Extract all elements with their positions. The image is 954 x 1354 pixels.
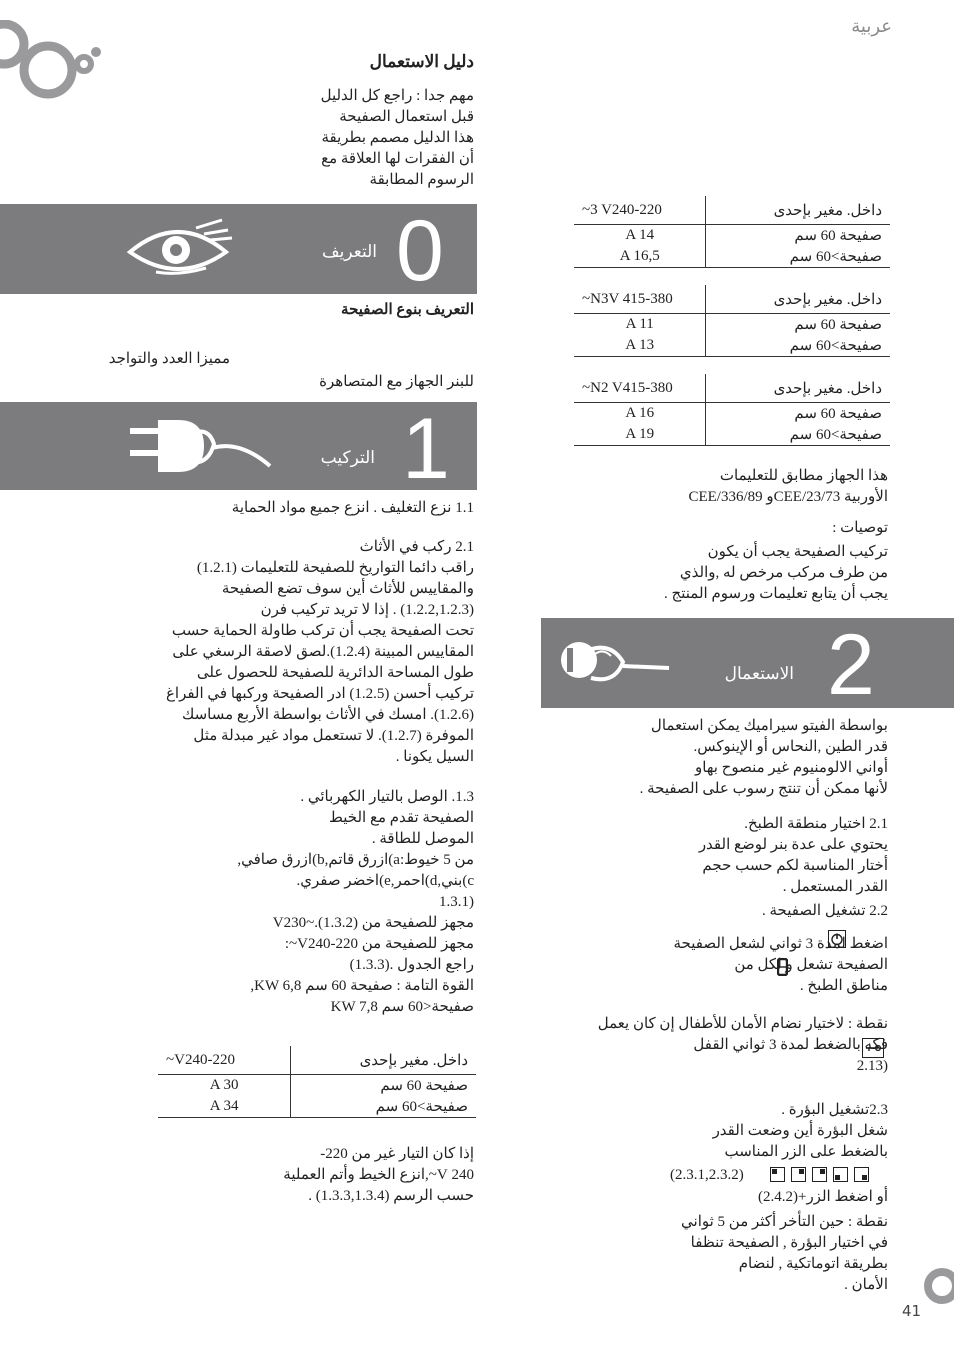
- table-cell-label: صفيحة>60 سم: [706, 335, 890, 357]
- usage-p23-plus: أو اضغط الزر+(2.4.2): [757, 1189, 888, 1205]
- table-cell-value: A 11: [625, 316, 654, 332]
- usage-intro: بواسطة الفيتو سيراميك يمكن استعمال قدر الطين ,النحاس أو الإينوكس. أواني الالومنيوم غير منصوح بهاو لأنها ممكن أن تنتج رسوب على الصفيحة .: [639, 718, 888, 797]
- table-header-value: ~3 V240-220: [574, 196, 706, 225]
- table-header-value: ~N2 V415-380: [574, 374, 706, 403]
- section-title-0: التعريف: [322, 242, 377, 261]
- section-title-1: التركيب: [320, 448, 375, 467]
- usage-p21: 2.1 اختيار منطقة الطبخ. يحتوي على عدة بنر لوضع القدر أختار المناسبة لكم حسب حجم القدر المستعمل .: [698, 816, 888, 895]
- section-band-1: [0, 401, 477, 497]
- recommend-text: تركيب الصفيحة يجب أن يكون من طرف مركب مرخص له ,والذي يجب أن يتابع تعليمات ورسوم المنتج .: [664, 544, 888, 602]
- intro-title: دليل الاستعمال: [369, 52, 474, 71]
- zone-button-icon[interactable]: [791, 1167, 806, 1182]
- usage-p23-ref: (2.3.1,2.3.2): [670, 1167, 744, 1183]
- table-cell-label: صفيحة 60 سم: [706, 403, 890, 425]
- install-other-voltage: إذا كان التيار غير من 220- 240 V~,انزع الخيط وأتم العملية حسب الرسم (1.3.3,1.3.4) .: [283, 1146, 474, 1204]
- identification-line1: مميزا العدد والتواجد: [108, 351, 230, 367]
- lock-button-icon[interactable]: [862, 1038, 884, 1058]
- zone-button-icon[interactable]: [770, 1167, 785, 1182]
- logo-circles-icon: [0, 20, 110, 110]
- usage-p23: 2.3تشغيل البؤرة . شغل البؤرة أين وضعت القدر بالضغط على الزر المناسب: [712, 1102, 888, 1160]
- section-number-1: 1: [402, 401, 450, 497]
- zone-button-icon[interactable]: [833, 1167, 848, 1182]
- table-cell-value: A 34: [158, 1096, 291, 1118]
- plug-icon: [128, 416, 278, 476]
- table-cell-label: صفيحة>60 سم: [706, 424, 890, 446]
- zone-button-icon[interactable]: [812, 1167, 827, 1182]
- table-header-label: داخل. مغير بإحدى: [706, 374, 890, 403]
- section-number-0: 0: [396, 203, 444, 299]
- table-cell-label: صفيحة 60 سم: [291, 1075, 476, 1097]
- section-band-0: [0, 203, 477, 299]
- table-cell-label: صفيحة>60 سم: [706, 246, 890, 268]
- compliance-text: هذا الجهاز مطابق للتعليمات الأوربية CEE/23/73و CEE/336/89: [688, 468, 888, 505]
- install-p11: 1.1 نزع التغليف . انزع جميع مواد الحماية: [231, 500, 474, 516]
- install-p21: 2.1 ركب في الأثاث راقب دائما التواريخ للصفيحة للتعليمات (1.2.1) والمقاييس للأثاث أين سوف تضع الصفيحة (1.2.2,1.2.3) . إذا لا تريد تركيب فرن تحت الصفيحة يجب أن تركب طاولة الحماية حسب المقاييس المبينة (1.2.4).لصق لاصقة الرسغي على طول المساحة الدائرية للصفيحة للحصول على تركيب أحسن (1.2.5) ادر الصفيحة وركبها في الفراغ (1.2.6). امسك في الأثاث بواسطة الأربع مساسك الموفرة (1.2.7). لا تستعمل مواد غير مبدلة مثل السيل يكونا .: [165, 539, 474, 765]
- table-cell-value: A 19: [574, 424, 706, 446]
- spec-table-3: [574, 374, 890, 446]
- table-cell-label: صفيحة>60 سم: [291, 1096, 476, 1118]
- left-spec-table: [158, 1046, 476, 1118]
- table-cell-label: صفيحة 60 سم: [706, 225, 890, 247]
- eye-icon: [126, 216, 236, 282]
- table-cell-value: A 14: [625, 227, 655, 243]
- table-header-value: ~V240-220: [158, 1046, 291, 1075]
- table-cell-value: A 16: [625, 405, 655, 421]
- zone-button-icon[interactable]: [854, 1167, 869, 1182]
- language-label: عربية: [851, 16, 892, 37]
- identification-heading: التعريف بنوع الصفيحة: [341, 302, 474, 318]
- section-title-2: الاستعمال: [724, 664, 794, 683]
- usage-p22: 2.2 تشغيل الصفيحة .: [761, 903, 888, 919]
- table-cell-value: A 13: [574, 335, 706, 357]
- footer-circle-icon: [920, 1266, 954, 1306]
- recommend-title: توصيات :: [832, 520, 888, 536]
- table-cell-label: صفيحة 60 سم: [706, 314, 890, 336]
- section-number-2: 2: [827, 617, 875, 713]
- table-header-label: داخل. مغير بإحدى: [291, 1046, 476, 1075]
- page-number: 41: [902, 1302, 922, 1320]
- intro-text: مهم جدا : راجع كل الدليل قبل استعمال الصفيحة هذا الدليل مصمم بطريقة أن الفقرات لها العلاقة مع الرسوم المطابقة: [320, 88, 474, 188]
- table-cell-value: A 16,5: [574, 246, 706, 268]
- table-header-value: ~N3V 415-380: [574, 285, 706, 314]
- spec-table-1: [574, 196, 890, 268]
- usage-p22-body: اضغط لمدة 3 ثواني لشعل الصفيحة الصفيحة تشعل و لكل من مناطق الطبخ .: [673, 936, 888, 994]
- finger-touch-icon: [553, 632, 673, 694]
- zone-buttons: [769, 1165, 870, 1183]
- identification-line2: للبنر الجهاز مع المتصاهرة: [319, 374, 474, 390]
- spec-table-2: [574, 285, 890, 357]
- table-header-label: داخل. مغير بإحدى: [706, 285, 890, 314]
- usage-note2: نقطة : حين التأخر أكثر من 5 ثواني في اختيار البؤرة , الصفيحة تنظفا بطريقة اتوماتكية , لنضام الأمان .: [681, 1214, 888, 1293]
- section-band-2: [541, 617, 954, 713]
- usage-note1: نقطة : لاختيار نضام الأمان للأطفال إن كان يعمل فكه بالضغط لمدة 3 ثواني القفل (2.13: [597, 1016, 888, 1074]
- table-header-label: داخل. مغير بإحدى: [706, 196, 890, 225]
- table-cell-value: A 30: [209, 1077, 239, 1093]
- install-p13: 1.3. الوصل بالتيار الكهربائي . الصفيحة تقدم مع الخيط الموصل للطاقة . من 5 خيوط:a)ازرق قاتم,b)ازرق صافي, c)بني,d)احمر,e)اخضر صفري. (1.3.1 مجهز للصفيحة من V230~.(1.3.2) مجهز للصفيحة من V240-220~: راجع الجدول .(1.3.3) القوة التامة : صفيحة 60 سم KW 6,8, صفيحة<60 سم KW 7,8: [237, 789, 474, 1015]
